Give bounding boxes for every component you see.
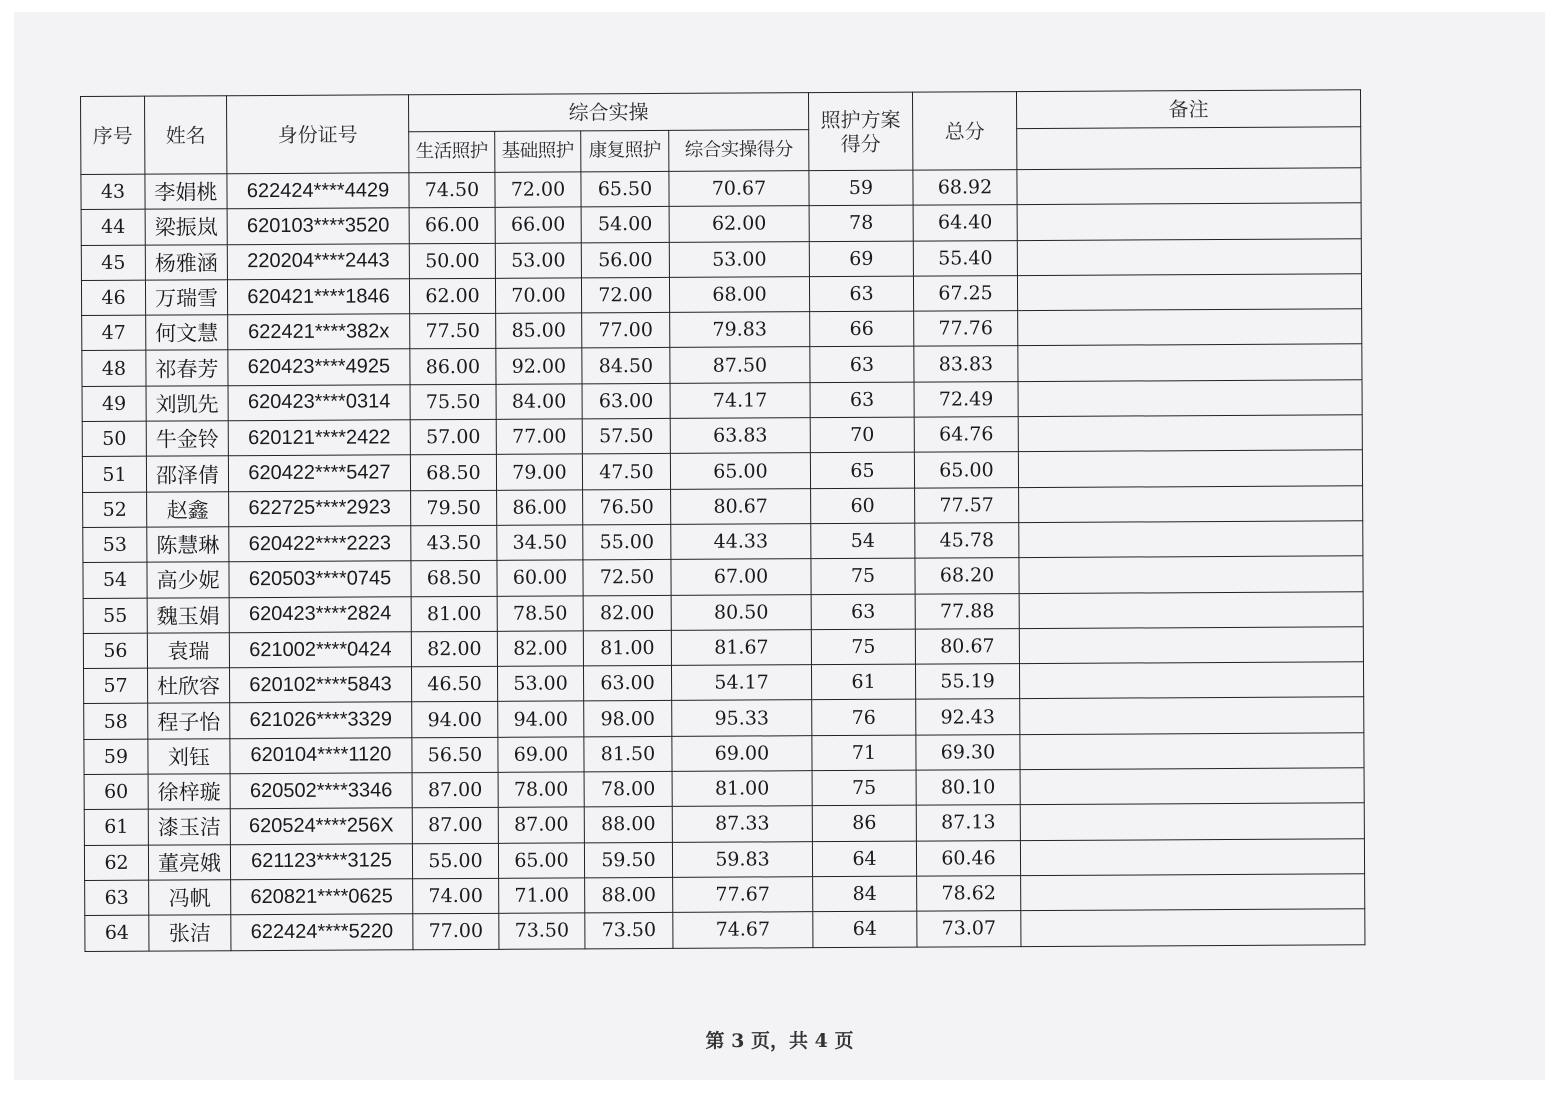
cell-remark bbox=[1018, 450, 1362, 487]
cell-name: 杜欣容 bbox=[147, 668, 229, 704]
cell-total: 67.25 bbox=[913, 275, 1017, 311]
cell-rehab-care: 56.00 bbox=[581, 242, 669, 278]
cell-seq: 46 bbox=[81, 280, 145, 316]
cell-id: 621002****0424 bbox=[229, 632, 411, 668]
cell-rehab-care: 57.50 bbox=[582, 418, 670, 454]
cell-name: 漆玉洁 bbox=[148, 809, 230, 845]
cell-name: 程子怡 bbox=[148, 703, 230, 739]
cell-basic-care: 60.00 bbox=[497, 560, 583, 596]
cell-remark bbox=[1020, 697, 1364, 734]
cell-total: 64.40 bbox=[913, 205, 1017, 241]
cell-plan-score: 60 bbox=[811, 488, 915, 524]
cell-rehab-care: 72.50 bbox=[583, 560, 671, 596]
cell-id: 621026****3329 bbox=[230, 702, 412, 738]
cell-seq: 64 bbox=[85, 915, 149, 951]
cell-plan-score: 76 bbox=[812, 700, 916, 736]
cell-seq: 50 bbox=[82, 421, 146, 457]
cell-plan-score: 69 bbox=[809, 241, 913, 277]
cell-life-care: 57.00 bbox=[410, 419, 496, 455]
cell-comprehensive-score: 77.67 bbox=[673, 877, 813, 913]
cell-comprehensive-score: 74.17 bbox=[670, 382, 810, 418]
cell-remark bbox=[1020, 768, 1364, 805]
cell-total: 72.49 bbox=[914, 381, 1018, 417]
cell-total: 73.07 bbox=[917, 911, 1021, 947]
header-remark: 备注 bbox=[1016, 90, 1360, 129]
cell-plan-score: 66 bbox=[810, 311, 914, 347]
cell-rehab-care: 59.50 bbox=[584, 842, 672, 878]
cell-seq: 53 bbox=[83, 527, 147, 563]
cell-rehab-care: 77.00 bbox=[582, 313, 670, 349]
cell-id: 622725****2923 bbox=[229, 490, 411, 526]
cell-seq: 59 bbox=[84, 739, 148, 775]
cell-total: 80.67 bbox=[915, 628, 1019, 664]
cell-comprehensive-score: 70.67 bbox=[669, 171, 809, 207]
cell-basic-care: 53.00 bbox=[495, 242, 581, 278]
cell-id: 622421****382x bbox=[228, 314, 410, 350]
cell-rehab-care: 55.00 bbox=[583, 524, 671, 560]
cell-seq: 57 bbox=[83, 668, 147, 704]
score-table bbox=[80, 89, 1365, 951]
cell-id: 220204****2443 bbox=[227, 243, 409, 279]
cell-comprehensive-score: 63.83 bbox=[670, 418, 810, 454]
cell-name: 高少妮 bbox=[147, 562, 229, 598]
cell-life-care: 77.00 bbox=[413, 914, 499, 950]
cell-seq: 56 bbox=[83, 633, 147, 669]
header-name: 姓名 bbox=[145, 96, 227, 174]
cell-seq: 55 bbox=[83, 598, 147, 634]
cell-seq: 44 bbox=[81, 209, 145, 245]
cell-basic-care: 79.00 bbox=[496, 454, 582, 490]
cell-id: 620423****2824 bbox=[229, 596, 411, 632]
cell-plan-score: 63 bbox=[809, 276, 913, 312]
cell-name: 陈慧琳 bbox=[147, 527, 229, 563]
cell-seq: 52 bbox=[83, 492, 147, 528]
table-row bbox=[85, 909, 1365, 951]
cell-name: 赵鑫 bbox=[147, 491, 229, 527]
cell-comprehensive-score: 79.83 bbox=[670, 312, 810, 348]
cell-seq: 62 bbox=[84, 845, 148, 881]
cell-id: 622424****5220 bbox=[231, 914, 413, 950]
cell-rehab-care: 81.50 bbox=[584, 736, 672, 772]
cell-comprehensive-score: 59.83 bbox=[672, 841, 812, 877]
cell-basic-care: 84.00 bbox=[496, 384, 582, 420]
cell-id: 620503****0745 bbox=[229, 561, 411, 597]
cell-id: 620524****256X bbox=[230, 808, 412, 844]
page-footer: 第 3 页，共 4 页 bbox=[705, 1030, 854, 1052]
cell-name: 冯帆 bbox=[149, 880, 231, 916]
cell-basic-care: 92.00 bbox=[496, 348, 582, 384]
cell-plan-score: 75 bbox=[811, 629, 915, 665]
cell-comprehensive-score: 68.00 bbox=[669, 277, 809, 313]
cell-total: 83.83 bbox=[914, 346, 1018, 382]
cell-name: 万瑞雪 bbox=[145, 280, 227, 316]
cell-name: 梁振岚 bbox=[145, 209, 227, 245]
cell-comprehensive-score: 54.17 bbox=[671, 665, 811, 701]
cell-rehab-care: 88.00 bbox=[584, 807, 672, 843]
cell-id: 620502****3346 bbox=[230, 773, 412, 809]
cell-remark bbox=[1018, 344, 1362, 381]
cell-comprehensive-score: 74.67 bbox=[673, 912, 813, 948]
header-rehab-care: 康复照护 bbox=[581, 130, 669, 171]
cell-remark bbox=[1019, 591, 1363, 628]
header-remark-sub bbox=[1017, 127, 1361, 170]
cell-life-care: 82.00 bbox=[411, 631, 497, 667]
cell-name: 李娟桃 bbox=[145, 174, 227, 210]
cell-comprehensive-score: 81.67 bbox=[671, 630, 811, 666]
cell-total: 77.88 bbox=[915, 593, 1019, 629]
header-plan-line2: 得分 bbox=[840, 131, 881, 156]
cell-life-care: 56.50 bbox=[412, 737, 498, 773]
cell-basic-care: 71.00 bbox=[499, 878, 585, 914]
cell-basic-care: 87.00 bbox=[498, 807, 584, 843]
cell-plan-score: 84 bbox=[813, 876, 917, 912]
header-plan-score bbox=[808, 92, 912, 171]
cell-total: 64.76 bbox=[914, 417, 1018, 453]
cell-rehab-care: 88.00 bbox=[585, 877, 673, 913]
cell-rehab-care: 63.00 bbox=[583, 666, 671, 702]
cell-life-care: 68.50 bbox=[410, 455, 496, 491]
cell-id: 620102****5843 bbox=[229, 667, 411, 703]
cell-remark bbox=[1018, 309, 1362, 346]
cell-id: 620821****0625 bbox=[231, 879, 413, 915]
cell-life-care: 87.00 bbox=[412, 772, 498, 808]
cell-seq: 61 bbox=[84, 809, 148, 845]
cell-comprehensive-score: 67.00 bbox=[671, 559, 811, 595]
header-life-care: 生活照护 bbox=[409, 131, 495, 172]
cell-life-care: 86.00 bbox=[410, 349, 496, 385]
cell-seq: 51 bbox=[82, 457, 146, 493]
cell-basic-care: 73.50 bbox=[499, 913, 585, 949]
cell-remark bbox=[1019, 556, 1363, 593]
cell-id: 621123****3125 bbox=[230, 843, 412, 879]
cell-name: 张洁 bbox=[149, 915, 231, 951]
cell-life-care: 46.50 bbox=[411, 666, 497, 702]
cell-name: 何文慧 bbox=[146, 315, 228, 351]
cell-id: 620103****3520 bbox=[227, 208, 409, 244]
cell-remark bbox=[1018, 380, 1362, 417]
cell-total: 68.20 bbox=[915, 558, 1019, 594]
header-comprehensive-score: 综合实操得分 bbox=[669, 130, 809, 172]
cell-basic-care: 85.00 bbox=[496, 313, 582, 349]
cell-comprehensive-score: 95.33 bbox=[672, 700, 812, 736]
cell-rehab-care: 78.00 bbox=[584, 771, 672, 807]
cell-rehab-care: 65.50 bbox=[581, 171, 669, 207]
cell-basic-care: 34.50 bbox=[497, 525, 583, 561]
cell-total: 65.00 bbox=[914, 452, 1018, 488]
cell-total: 69.30 bbox=[916, 734, 1020, 770]
cell-comprehensive-score: 81.00 bbox=[672, 771, 812, 807]
cell-name: 牛金铃 bbox=[146, 421, 228, 457]
table-body bbox=[81, 168, 1365, 951]
cell-remark bbox=[1018, 415, 1362, 452]
cell-plan-score: 64 bbox=[813, 911, 917, 947]
cell-basic-care: 82.00 bbox=[497, 631, 583, 667]
cell-plan-score: 63 bbox=[810, 347, 914, 383]
cell-seq: 43 bbox=[81, 174, 145, 210]
cell-total: 60.46 bbox=[916, 840, 1020, 876]
cell-name: 魏玉娟 bbox=[147, 597, 229, 633]
cell-total: 78.62 bbox=[917, 876, 1021, 912]
cell-total: 92.43 bbox=[916, 699, 1020, 735]
header-id: 身份证号 bbox=[227, 95, 409, 174]
cell-basic-care: 78.50 bbox=[497, 595, 583, 631]
table-header bbox=[81, 90, 1361, 175]
cell-seq: 47 bbox=[82, 315, 146, 351]
cell-life-care: 55.00 bbox=[412, 843, 498, 879]
header-basic-care: 基础照护 bbox=[495, 131, 581, 172]
cell-life-care: 66.00 bbox=[409, 208, 495, 244]
cell-name: 刘钰 bbox=[148, 738, 230, 774]
cell-name: 董亮娥 bbox=[148, 844, 230, 880]
cell-remark bbox=[1020, 838, 1364, 875]
cell-rehab-care: 81.00 bbox=[583, 630, 671, 666]
header-group-practical: 综合实操 bbox=[408, 93, 808, 132]
cell-id: 620121****2422 bbox=[228, 420, 410, 456]
cell-life-care: 50.00 bbox=[409, 243, 495, 279]
cell-basic-care: 53.00 bbox=[497, 666, 583, 702]
cell-remark bbox=[1017, 203, 1361, 240]
cell-seq: 63 bbox=[85, 880, 149, 916]
cell-total: 87.13 bbox=[916, 805, 1020, 841]
cell-plan-score: 63 bbox=[811, 594, 915, 630]
cell-basic-care: 70.00 bbox=[495, 278, 581, 314]
cell-id: 622424****4429 bbox=[227, 173, 409, 209]
cell-life-care: 43.50 bbox=[411, 525, 497, 561]
cell-life-care: 74.00 bbox=[413, 878, 499, 914]
cell-life-care: 77.50 bbox=[410, 314, 496, 350]
cell-remark bbox=[1020, 803, 1364, 840]
cell-total: 68.92 bbox=[913, 170, 1017, 206]
cell-comprehensive-score: 62.00 bbox=[669, 206, 809, 242]
cell-basic-care: 65.00 bbox=[498, 843, 584, 879]
cell-basic-care: 94.00 bbox=[498, 701, 584, 737]
cell-id: 620423****0314 bbox=[228, 385, 410, 421]
cell-id: 620423****4925 bbox=[228, 349, 410, 385]
cell-rehab-care: 73.50 bbox=[585, 913, 673, 949]
cell-name: 徐梓璇 bbox=[148, 774, 230, 810]
cell-life-care: 79.50 bbox=[411, 490, 497, 526]
cell-name: 祁春芳 bbox=[146, 350, 228, 386]
cell-plan-score: 65 bbox=[810, 453, 914, 489]
cell-plan-score: 75 bbox=[812, 770, 916, 806]
cell-name: 袁瑞 bbox=[147, 633, 229, 669]
cell-seq: 60 bbox=[84, 774, 148, 810]
cell-comprehensive-score: 80.50 bbox=[671, 594, 811, 630]
cell-total: 55.19 bbox=[915, 664, 1019, 700]
cell-basic-care: 72.00 bbox=[495, 172, 581, 208]
cell-remark bbox=[1017, 274, 1361, 311]
cell-seq: 49 bbox=[82, 386, 146, 422]
cell-plan-score: 54 bbox=[811, 523, 915, 559]
header-plan-line1: 照护方案 bbox=[820, 107, 901, 132]
cell-plan-score: 61 bbox=[811, 664, 915, 700]
cell-remark bbox=[1019, 662, 1363, 699]
cell-id: 620104****1120 bbox=[230, 738, 412, 774]
header-total: 总分 bbox=[912, 92, 1016, 171]
cell-remark bbox=[1019, 485, 1363, 522]
cell-basic-care: 86.00 bbox=[497, 490, 583, 526]
cell-remark bbox=[1019, 627, 1363, 664]
cell-comprehensive-score: 69.00 bbox=[672, 735, 812, 771]
cell-plan-score: 75 bbox=[811, 558, 915, 594]
cell-comprehensive-score: 44.33 bbox=[671, 524, 811, 560]
cell-rehab-care: 84.50 bbox=[582, 348, 670, 384]
cell-total: 77.76 bbox=[914, 311, 1018, 347]
cell-rehab-care: 47.50 bbox=[582, 454, 670, 490]
cell-basic-care: 69.00 bbox=[498, 737, 584, 773]
cell-basic-care: 77.00 bbox=[496, 419, 582, 455]
cell-remark bbox=[1019, 521, 1363, 558]
cell-rehab-care: 82.00 bbox=[583, 595, 671, 631]
cell-plan-score: 78 bbox=[809, 205, 913, 241]
cell-plan-score: 70 bbox=[810, 417, 914, 453]
cell-total: 45.78 bbox=[915, 523, 1019, 559]
cell-seq: 54 bbox=[83, 562, 147, 598]
cell-id: 620421****1846 bbox=[227, 279, 409, 315]
cell-comprehensive-score: 87.33 bbox=[672, 806, 812, 842]
cell-remark bbox=[1020, 733, 1364, 770]
cell-remark bbox=[1017, 168, 1361, 205]
cell-seq: 45 bbox=[81, 245, 145, 281]
header-seq: 序号 bbox=[81, 96, 145, 174]
cell-comprehensive-score: 65.00 bbox=[670, 453, 810, 489]
cell-basic-care: 66.00 bbox=[495, 207, 581, 243]
cell-life-care: 75.50 bbox=[410, 384, 496, 420]
cell-plan-score: 71 bbox=[812, 735, 916, 771]
cell-life-care: 62.00 bbox=[409, 278, 495, 314]
cell-rehab-care: 76.50 bbox=[583, 489, 671, 525]
cell-plan-score: 86 bbox=[812, 805, 916, 841]
cell-seq: 58 bbox=[84, 704, 148, 740]
cell-id: 620422****5427 bbox=[228, 455, 410, 491]
cell-plan-score: 59 bbox=[809, 170, 913, 206]
cell-remark bbox=[1017, 238, 1361, 275]
cell-total: 77.57 bbox=[915, 487, 1019, 523]
cell-comprehensive-score: 80.67 bbox=[671, 488, 811, 524]
cell-life-care: 68.50 bbox=[411, 561, 497, 597]
cell-remark bbox=[1021, 909, 1365, 946]
cell-rehab-care: 63.00 bbox=[582, 383, 670, 419]
cell-comprehensive-score: 87.50 bbox=[670, 347, 810, 383]
cell-life-care: 81.00 bbox=[411, 596, 497, 632]
cell-total: 55.40 bbox=[913, 240, 1017, 276]
cell-name: 邵泽倩 bbox=[146, 456, 228, 492]
cell-life-care: 87.00 bbox=[412, 808, 498, 844]
cell-plan-score: 64 bbox=[812, 841, 916, 877]
cell-comprehensive-score: 53.00 bbox=[669, 241, 809, 277]
cell-seq: 48 bbox=[82, 351, 146, 387]
cell-life-care: 74.50 bbox=[409, 172, 495, 208]
cell-rehab-care: 54.00 bbox=[581, 207, 669, 243]
cell-rehab-care: 98.00 bbox=[584, 701, 672, 737]
cell-remark bbox=[1021, 874, 1365, 911]
cell-id: 620422****2223 bbox=[229, 526, 411, 562]
cell-name: 刘凯先 bbox=[146, 386, 228, 422]
cell-basic-care: 78.00 bbox=[498, 772, 584, 808]
cell-name: 杨雅涵 bbox=[145, 244, 227, 280]
cell-plan-score: 63 bbox=[810, 382, 914, 418]
cell-total: 80.10 bbox=[916, 770, 1020, 806]
cell-life-care: 94.00 bbox=[412, 702, 498, 738]
cell-rehab-care: 72.00 bbox=[581, 277, 669, 313]
